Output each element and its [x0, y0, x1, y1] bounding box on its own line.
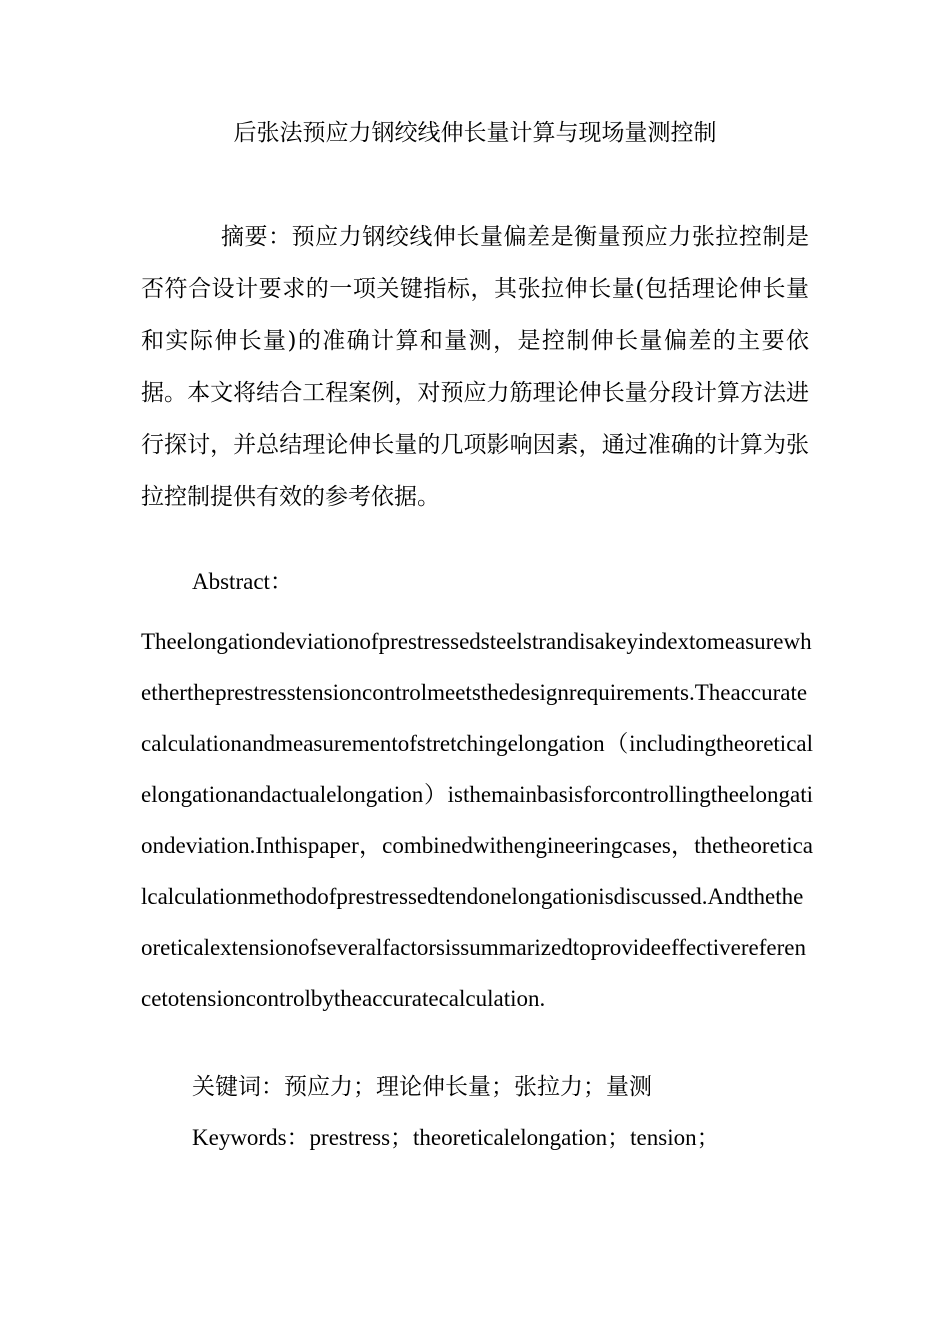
english-abstract: Theelongationdeviationofprestressedsteelstrandisakeyindextomeasurewhethertheprestresstensioncontrolmeetsthedesignrequirements.Theaccuratecalculationandmeasurementofstretchingelongation（includingtheoreticalelongationandactualelongation）isthemainbasisforcontrollingtheelongationdeviation.Inthispaper，combinedwithengineeringcases，thetheoreticalcalculationmethodofprestressedtendonelongationisdiscussed.Andthetheoreticalextensionofseveralfactorsissummarizedtoprovideeffectivereferencetotensioncontrolbytheaccuratecalculation. — [141, 629, 813, 1011]
chinese-abstract: 摘要：预应力钢绞线伸长量偏差是衡量预应力张拉控制是否符合设计要求的一项关键指标，其张拉伸长量(包括理论伸长量和实际伸长量)的准确计算和量测，是控制伸长量偏差的主要依据。本文将结合工程案例，对预应力筋理论伸长量分段计算方法进行探讨，并总结理论伸长量的几项影响因素，通过准确的计算为张拉控制提供有效的参考依据。 — [141, 224, 809, 510]
english-keywords: Keywords：prestress；theoreticalelongation；tension； — [192, 1125, 720, 1150]
document-title: 后张法预应力钢绞线伸长量计算与现场量测控制 — [233, 120, 717, 146]
english-abstract-label: Abstract： — [192, 569, 293, 594]
chinese-keywords: 关键词：预应力；理论伸长量；张拉力；量测 — [192, 1074, 652, 1100]
